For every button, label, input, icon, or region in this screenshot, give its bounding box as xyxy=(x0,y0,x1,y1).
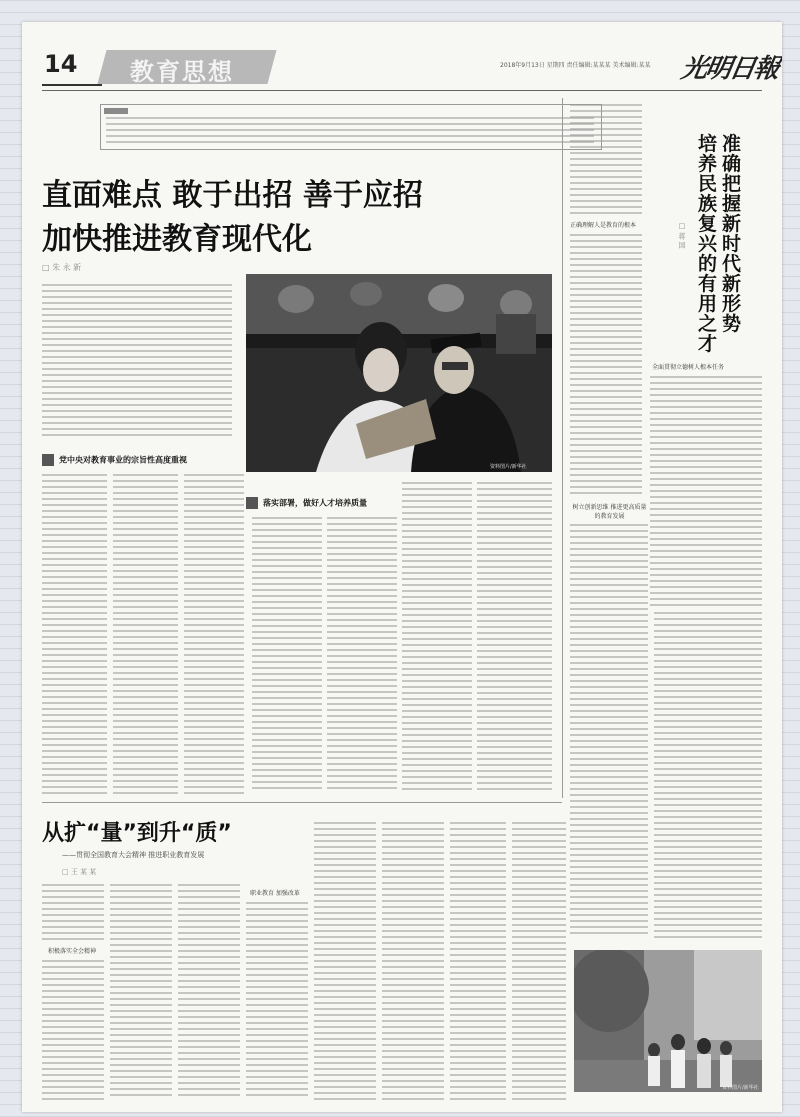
subhead-1-text: 党中央对教育事业的宗旨性高度重视 xyxy=(59,455,187,465)
bottom-col-5 xyxy=(314,822,376,1100)
body-col-6 xyxy=(402,482,472,792)
body-col-3 xyxy=(184,474,244,794)
header-underline xyxy=(42,84,102,86)
right-subhead-3: 树立创新思维 推进更高质量的教育发展 xyxy=(572,504,647,520)
main-byline: □ 朱 永 新 xyxy=(42,263,82,272)
graduation-photo xyxy=(246,274,552,472)
body-col-1 xyxy=(42,474,107,794)
right-byline: □ 蒋 国 xyxy=(678,222,686,249)
bottom-byline: □ 王 某 某 xyxy=(62,868,97,876)
body-col-7 xyxy=(477,482,552,792)
section-title: 教育思想 xyxy=(130,58,234,86)
masthead-logo: 光明日報 xyxy=(678,54,781,84)
photo2-caption: 资料图片/新华社 xyxy=(722,1085,759,1091)
bottom-col-7 xyxy=(450,822,506,1100)
right-col-1 xyxy=(570,104,642,214)
page-number: 14 xyxy=(44,50,78,78)
right-subhead-2: 全面贯彻立德树人根本任务 xyxy=(652,364,725,371)
lead-paragraph xyxy=(42,284,232,436)
right-col-2 xyxy=(570,234,642,496)
right-col-4 xyxy=(570,524,648,934)
right-subhead-1: 正确理解人是教育的根本 xyxy=(570,222,637,229)
right-title-col2: 培养民族复兴的有用之才 xyxy=(698,133,718,355)
header-rule xyxy=(42,90,762,91)
main-title-line1: 直面难点 敢于出招 善于应招 xyxy=(42,178,423,213)
bottom-col-1b xyxy=(42,960,104,1100)
main-title-line2: 加快推进教育现代化 xyxy=(42,222,312,257)
right-col-5 xyxy=(654,612,762,942)
bottom-col-4 xyxy=(246,902,308,1100)
column-divider xyxy=(562,98,563,798)
newspaper-page xyxy=(22,22,782,1112)
bottom-col-8 xyxy=(512,822,566,1100)
body-col-2 xyxy=(113,474,178,794)
editor-note-text xyxy=(106,117,594,143)
photo1-caption: 资料图片/新华社 xyxy=(490,464,527,470)
right-title-col1: 准确把握新时代新形势 xyxy=(722,133,742,335)
editor-note-label xyxy=(104,108,128,114)
subhead-1 xyxy=(42,454,187,466)
bottom-col-1 xyxy=(42,884,104,942)
subhead-marker xyxy=(42,454,54,466)
body-col-5 xyxy=(327,517,397,792)
campus-photo xyxy=(574,950,762,1092)
bottom-subhead-1: 积极落实全会精神 xyxy=(48,948,97,955)
bottom-col-2 xyxy=(110,884,172,1100)
subhead-2-text: 落实部署，做好人才培养质量 xyxy=(263,498,367,508)
date-line: 2018年9月13日 星期四 责任编辑:某某某 美术编辑:某某 xyxy=(500,62,651,69)
right-col-3 xyxy=(650,376,762,606)
bottom-col-6 xyxy=(382,822,444,1100)
subhead-2 xyxy=(246,497,367,509)
bottom-title: 从扩“量”到升“质” xyxy=(42,821,232,846)
bottom-col-3 xyxy=(178,884,240,1100)
body-col-4 xyxy=(252,517,322,792)
subhead-marker-2 xyxy=(246,497,258,509)
bottom-section-rule xyxy=(42,802,562,803)
bottom-subhead-2: 职业教育 加强改革 xyxy=(250,890,300,897)
bottom-subtitle: ——贯彻全国教育大会精神 推进职业教育发展 xyxy=(62,851,205,859)
